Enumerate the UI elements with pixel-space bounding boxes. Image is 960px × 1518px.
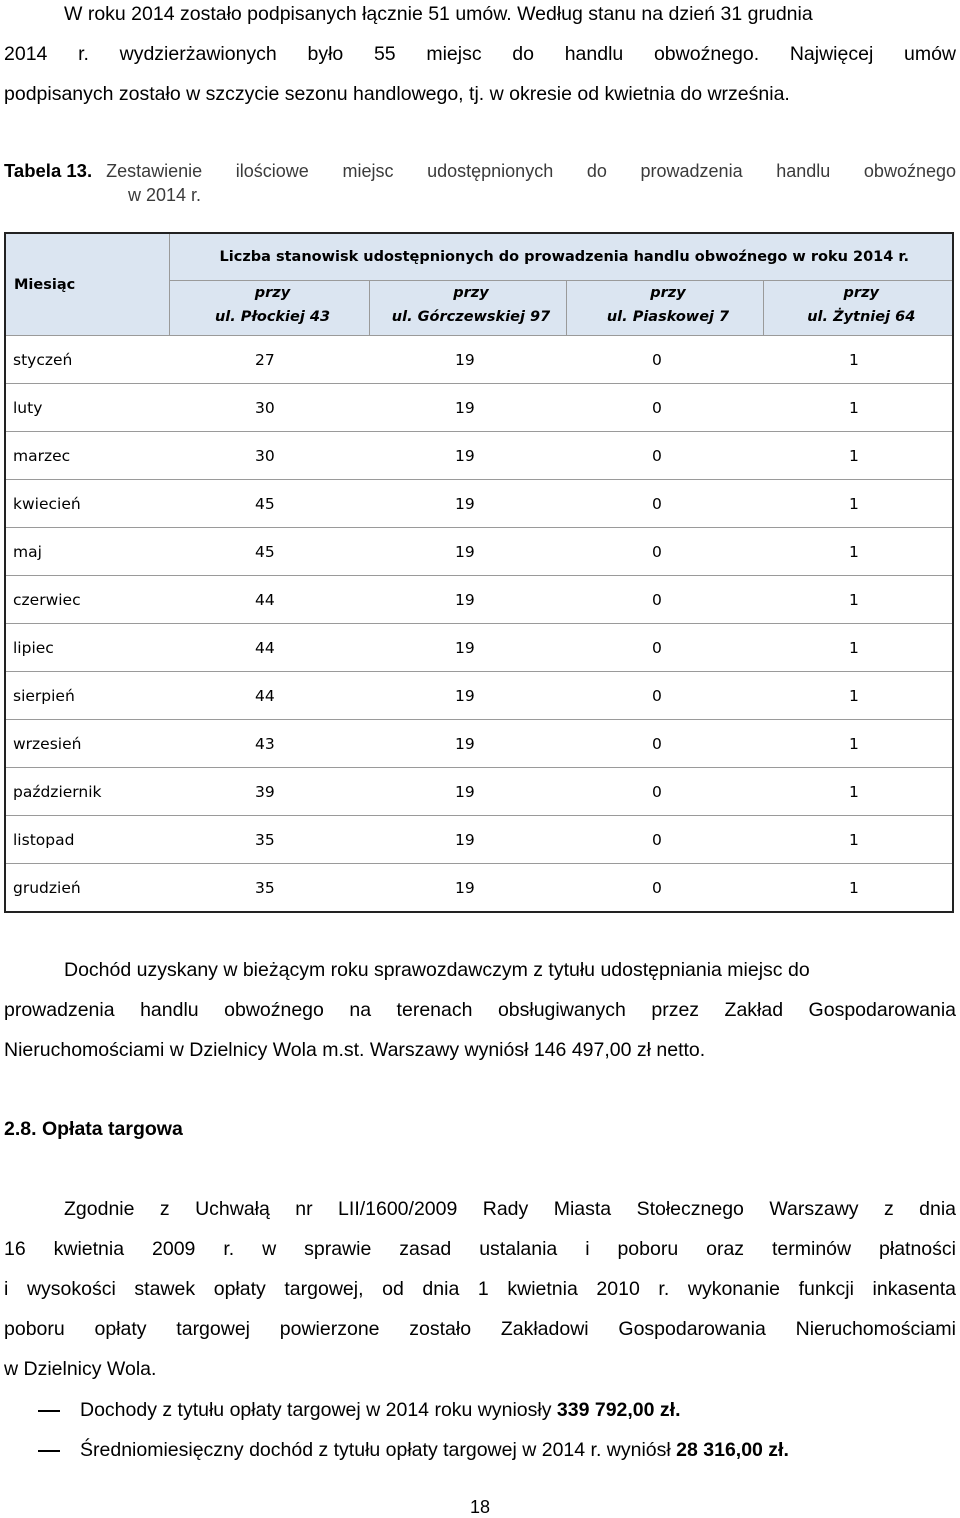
bullet-item-2 (80, 1438, 789, 1462)
value-cell: 0 (566, 384, 763, 432)
bullet-amount-2: 28 316,00 zł. (676, 1439, 789, 1461)
table-row (5, 528, 953, 576)
bullet-dash (38, 1410, 60, 1412)
value-cell: 0 (566, 480, 763, 528)
value-cell: 1 (763, 816, 953, 864)
value-cell: 0 (566, 864, 763, 913)
table-caption-continuation: w 2014 r. (128, 185, 202, 205)
column-header-line2: ul. Piaskowej 7 (606, 309, 730, 325)
month-cell: grudzień (5, 864, 169, 913)
value-cell: 1 (763, 336, 953, 384)
table-row (5, 864, 953, 913)
income-line-3: Nieruchomościami w Dzielnicy Wola m.st. Warszawy wyniósł 146 497,00 zł netto. (4, 1039, 706, 1061)
column-header-line1: przy (843, 285, 879, 301)
table-row (5, 576, 953, 624)
column-header (566, 281, 763, 336)
value-cell: 19 (369, 816, 566, 864)
value-cell: 0 (566, 816, 763, 864)
month-cell: lipiec (5, 624, 169, 672)
value-cell: 1 (763, 624, 953, 672)
value-cell: 19 (369, 480, 566, 528)
value-cell: 44 (169, 624, 369, 672)
value-cell: 1 (763, 768, 953, 816)
bullet-amount-1: 339 792,00 zł. (556, 1399, 681, 1421)
table-row (5, 720, 953, 768)
value-cell: 30 (169, 432, 369, 480)
month-cell: sierpień (5, 672, 169, 720)
month-cell: luty (5, 384, 169, 432)
stands-table (4, 232, 954, 913)
column-header-line2: ul. Żytniej 64 (807, 309, 916, 325)
value-cell: 19 (369, 720, 566, 768)
month-cell: marzec (5, 432, 169, 480)
bullet-text-1: Dochody z tytułu opłaty targowej w 2014 roku wyniosły (80, 1399, 557, 1421)
bullet-dash (38, 1450, 60, 1452)
table-caption (4, 160, 956, 182)
value-cell: 0 (566, 576, 763, 624)
month-cell: czerwiec (5, 576, 169, 624)
bullet-item-1 (80, 1398, 681, 1422)
column-header-line1: przy (254, 285, 291, 301)
value-cell: 1 (763, 432, 953, 480)
month-header: Miesiąc (5, 233, 169, 336)
value-cell: 1 (763, 384, 953, 432)
value-cell: 1 (763, 720, 953, 768)
value-cell: 44 (169, 672, 369, 720)
value-cell: 44 (169, 576, 369, 624)
value-cell: 19 (369, 672, 566, 720)
value-cell: 35 (169, 816, 369, 864)
table-row (5, 816, 953, 864)
column-header (369, 281, 566, 336)
value-cell: 19 (369, 768, 566, 816)
value-cell: 1 (763, 480, 953, 528)
intro-line-2: 2014 r. wydzierżawionych było 55 miejsc do handlu obwoźnego. Najwięcej umów (4, 43, 956, 65)
income-line-2: prowadzenia handlu obwoźnego na terenach obsługiwanych przez Zakład Gospodarowania (4, 999, 956, 1021)
month-cell: styczeń (5, 336, 169, 384)
intro-line-3: podpisanych zostało w szczycie sezonu handlowego, tj. w okresie od kwietnia do września. (4, 83, 790, 105)
value-cell: 0 (566, 528, 763, 576)
income-line-1: Dochód uzyskany w bieżącym roku sprawozdawczym z tytułu udostępniania miejsc do (64, 959, 810, 981)
table-row (5, 384, 953, 432)
value-cell: 19 (369, 384, 566, 432)
month-cell: listopad (5, 816, 169, 864)
bullet-text-2: Średniomiesięczny dochód z tytułu opłaty targowej w 2014 r. wyniósł (80, 1439, 677, 1461)
value-cell: 1 (763, 864, 953, 913)
column-header-line2: ul. Górczewskiej 97 (391, 309, 551, 325)
table-row (5, 672, 953, 720)
month-cell: wrzesień (5, 720, 169, 768)
table-row (5, 432, 953, 480)
section-heading: 2.8. Opłata targowa (4, 1118, 183, 1140)
value-cell: 35 (169, 864, 369, 913)
column-header (169, 281, 369, 336)
value-cell: 1 (763, 528, 953, 576)
month-cell: maj (5, 528, 169, 576)
section-line-5: w Dzielnicy Wola. (4, 1358, 157, 1380)
value-cell: 39 (169, 768, 369, 816)
section-line-4: poboru opłaty targowej powierzone zostało Zakładowi Gospodarowania Nieruchomościami (4, 1318, 956, 1340)
table-row (5, 336, 953, 384)
column-header-line2: ul. Płockiej 43 (214, 309, 331, 325)
value-cell: 43 (169, 720, 369, 768)
value-cell: 19 (369, 624, 566, 672)
table-row (5, 768, 953, 816)
value-cell: 0 (566, 336, 763, 384)
month-cell: październik (5, 768, 169, 816)
section-line-3: i wysokości stawek opłaty targowej, od dnia 1 kwietnia 2010 r. wykonanie funkcji inkasenta (4, 1278, 956, 1300)
section-line-2: 16 kwietnia 2009 r. w sprawie zasad ustalania i poboru oraz terminów płatności (4, 1238, 956, 1260)
table-row (5, 480, 953, 528)
table-caption-label: Tabela 13. (4, 160, 93, 181)
table-row (5, 624, 953, 672)
value-cell: 30 (169, 384, 369, 432)
value-cell: 0 (566, 720, 763, 768)
group-header: Liczba stanowisk udostępnionych do prowadzenia handlu obwoźnego w roku 2014 r. (169, 233, 953, 281)
column-header-line1: przy (650, 285, 686, 301)
value-cell: 19 (369, 336, 566, 384)
month-cell: kwiecień (5, 480, 169, 528)
section-line-1: Zgodnie z Uchwałą nr LII/1600/2009 Rady Miasta Stołecznego Warszawy z dnia (64, 1198, 956, 1220)
value-cell: 45 (169, 480, 369, 528)
value-cell: 0 (566, 768, 763, 816)
value-cell: 1 (763, 576, 953, 624)
value-cell: 27 (169, 336, 369, 384)
intro-line-1: W roku 2014 zostało podpisanych łącznie 51 umów. Według stanu na dzień 31 grudnia (64, 3, 813, 25)
value-cell: 0 (566, 672, 763, 720)
value-cell: 45 (169, 528, 369, 576)
value-cell: 19 (369, 576, 566, 624)
value-cell: 19 (369, 864, 566, 913)
column-header (763, 281, 953, 336)
value-cell: 0 (566, 624, 763, 672)
value-cell: 0 (566, 432, 763, 480)
column-header-line1: przy (453, 285, 489, 301)
value-cell: 19 (369, 528, 566, 576)
value-cell: 19 (369, 432, 566, 480)
value-cell: 1 (763, 672, 953, 720)
table-caption-text: Zestawienie ilościowe miejsc udostępnionych do prowadzenia handlu obwoźnego (106, 161, 956, 181)
page-number: 18 (469, 1497, 491, 1517)
